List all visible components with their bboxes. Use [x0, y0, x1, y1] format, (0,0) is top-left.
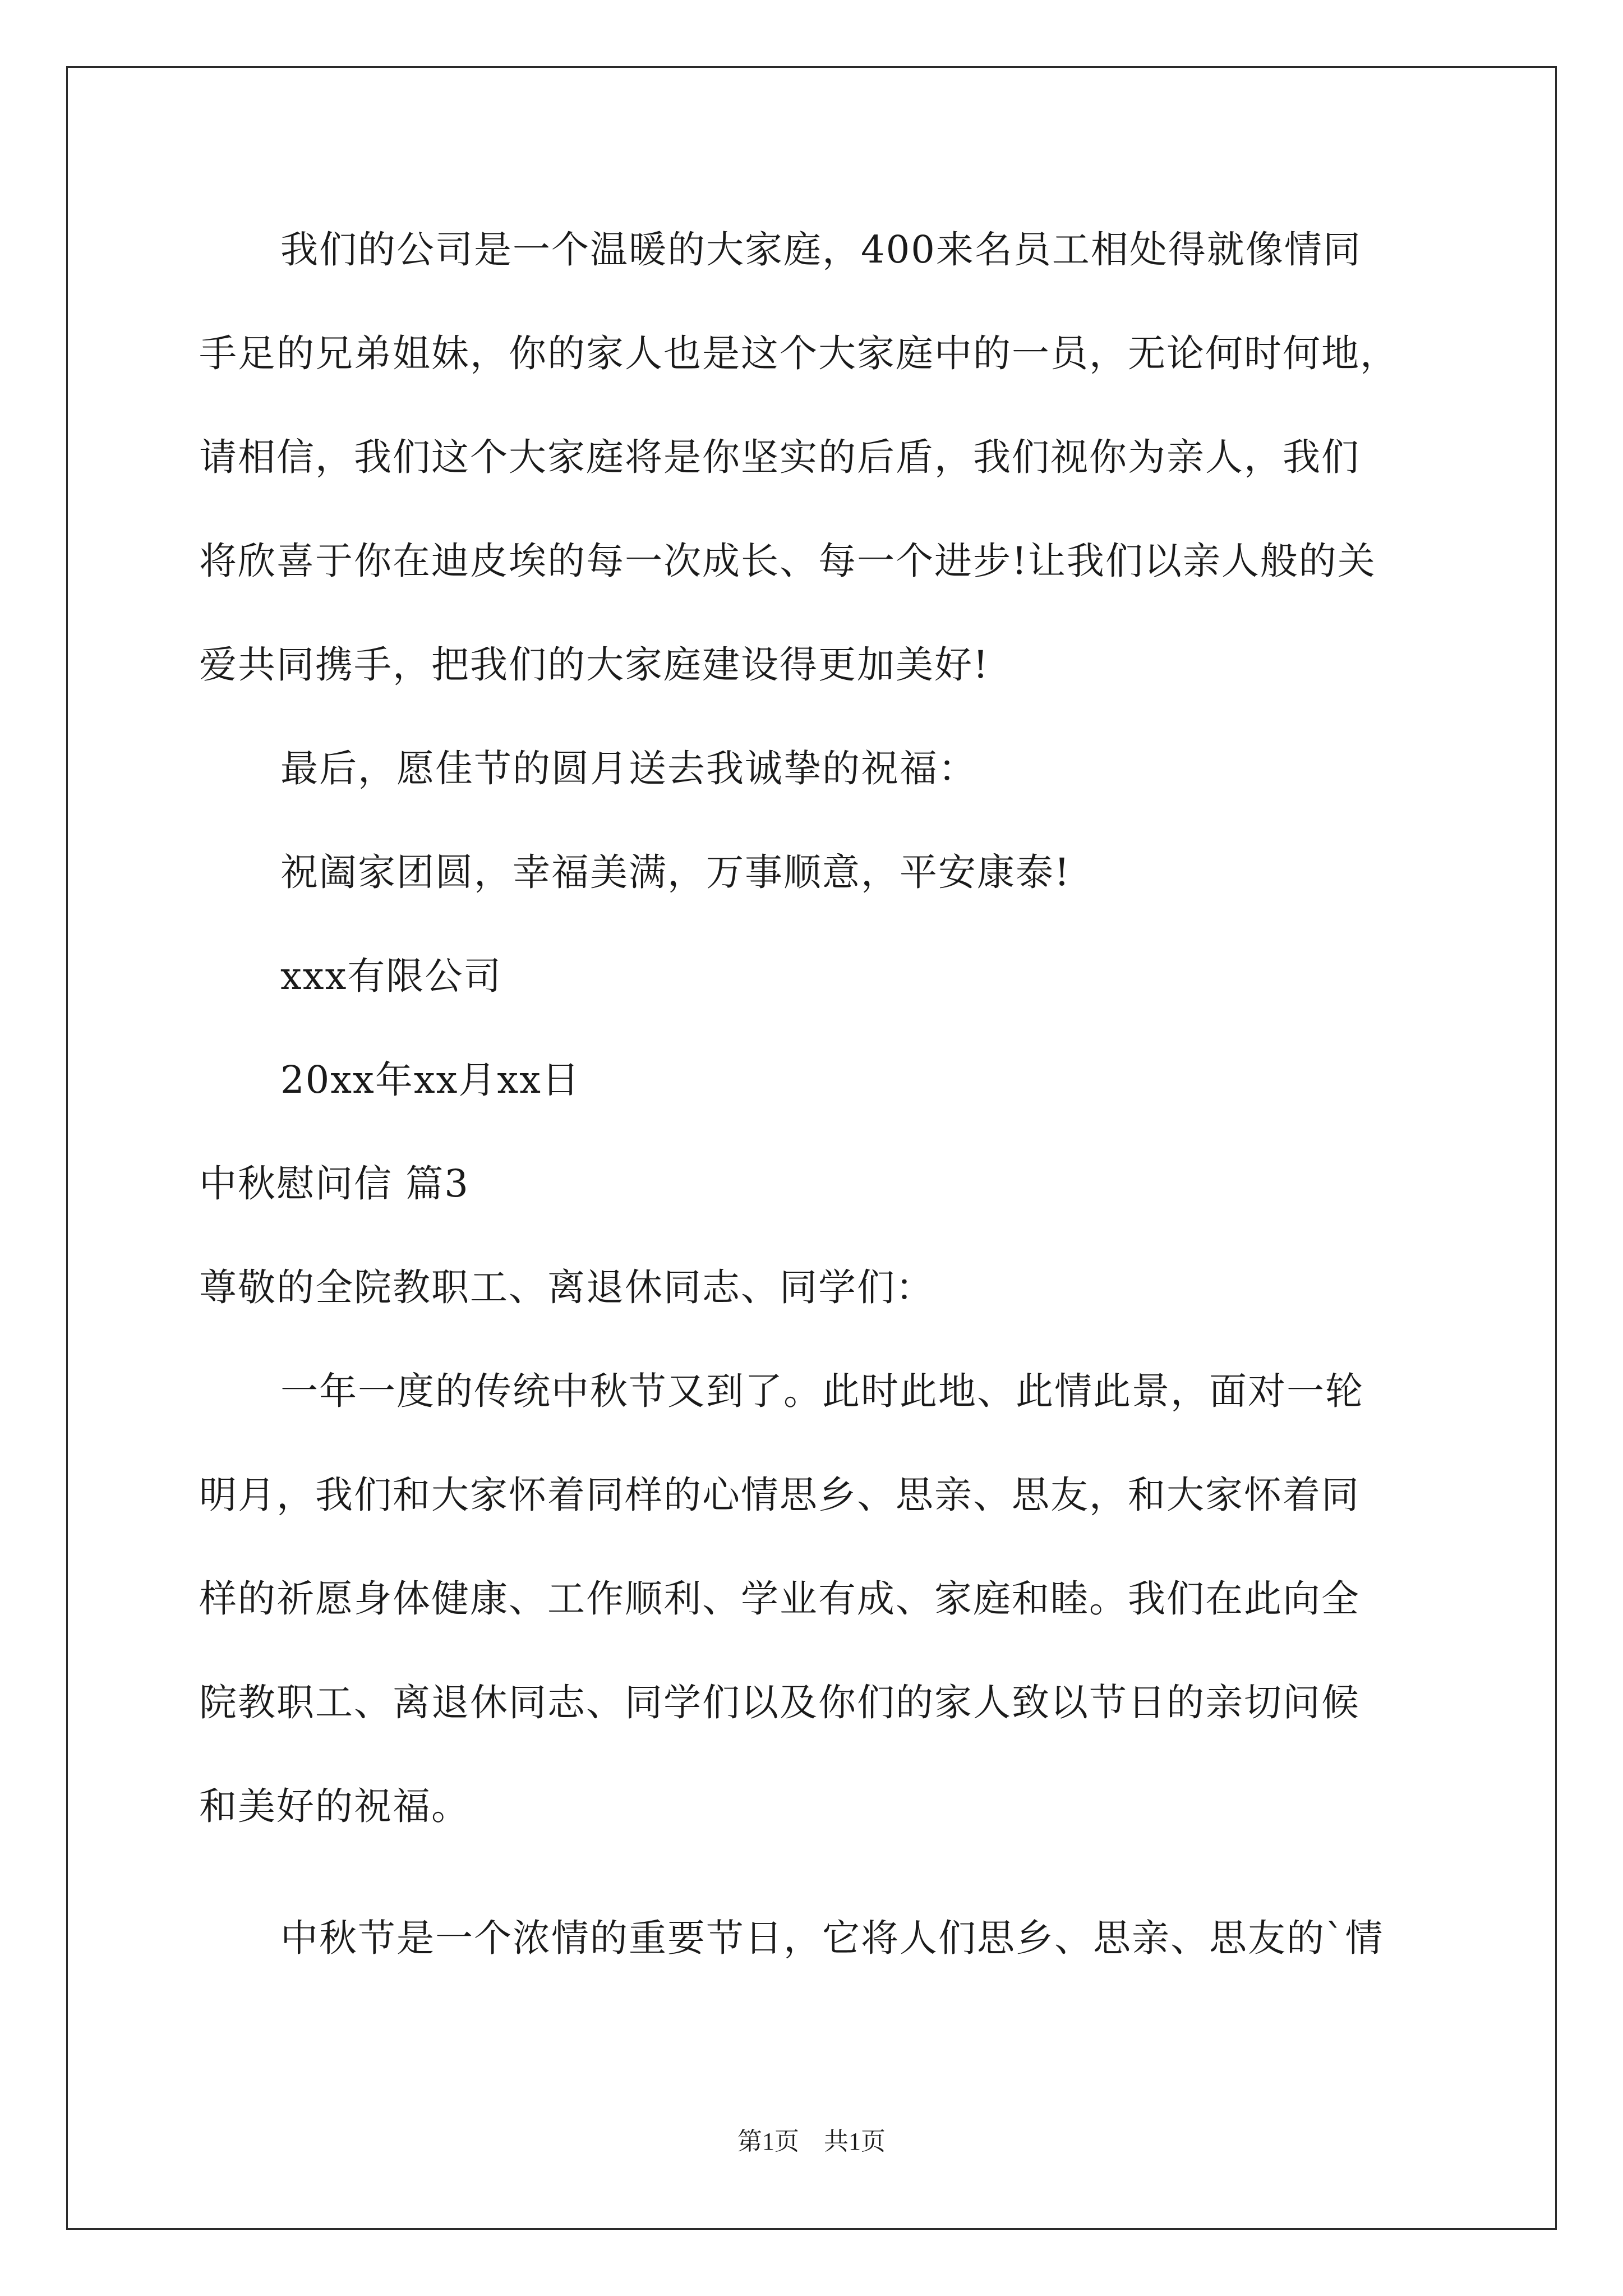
paragraph-line: 祝阖家团圆，幸福美满，万事顺意，平安康泰!: [280, 850, 1071, 894]
company-signature: xxx有限公司: [280, 954, 502, 998]
salutation: 尊敬的全院教职工、离退休同志、同学们：: [199, 1266, 934, 1309]
paragraph-line: 中秋节是一个浓情的重要节日，它将人们思乡、思亲、思友的`情: [280, 1916, 1384, 1960]
paragraph-line: 一年一度的传统中秋节又到了。此时此地、此情此景，面对一轮: [280, 1369, 1364, 1413]
paragraph-line: 将欣喜于你在迪皮埃的每一次成长、每一个进步!让我们以亲人般的关: [199, 539, 1376, 583]
signature-date: 20xx年xx月xx日: [280, 1058, 580, 1102]
page-number-footer: 第1页 共1页: [737, 2128, 886, 2155]
paragraph-line: 请相信，我们这个大家庭将是你坚实的后盾，我们视你为亲人，我们: [199, 435, 1360, 479]
section-heading: 中秋慰问信 篇3: [199, 1162, 469, 1205]
paragraph-line: 最后，愿佳节的圆月送去我诚挚的祝福：: [280, 747, 977, 790]
paragraph-line: 院教职工、离退休同志、同学们以及你们的家人致以节日的亲切问候: [199, 1681, 1360, 1724]
paragraph-line: 明月，我们和大家怀着同样的心情思乡、思亲、思友，和大家怀着同: [199, 1473, 1360, 1517]
paragraph-line: 手足的兄弟姐妹，你的家人也是这个大家庭中的一员，无论何时何地，: [199, 332, 1399, 375]
page-border: [66, 66, 1557, 2230]
paragraph-line: 样的祈愿身体健康、工作顺利、学业有成、家庭和睦。我们在此向全: [199, 1577, 1360, 1621]
paragraph-line: 爱共同携手，把我们的大家庭建设得更加美好!: [199, 643, 989, 687]
paragraph-line: 我们的公司是一个温暖的大家庭，400来名员工相处得就像情同: [280, 228, 1362, 272]
paragraph-line: 和美好的祝福。: [199, 1784, 470, 1828]
